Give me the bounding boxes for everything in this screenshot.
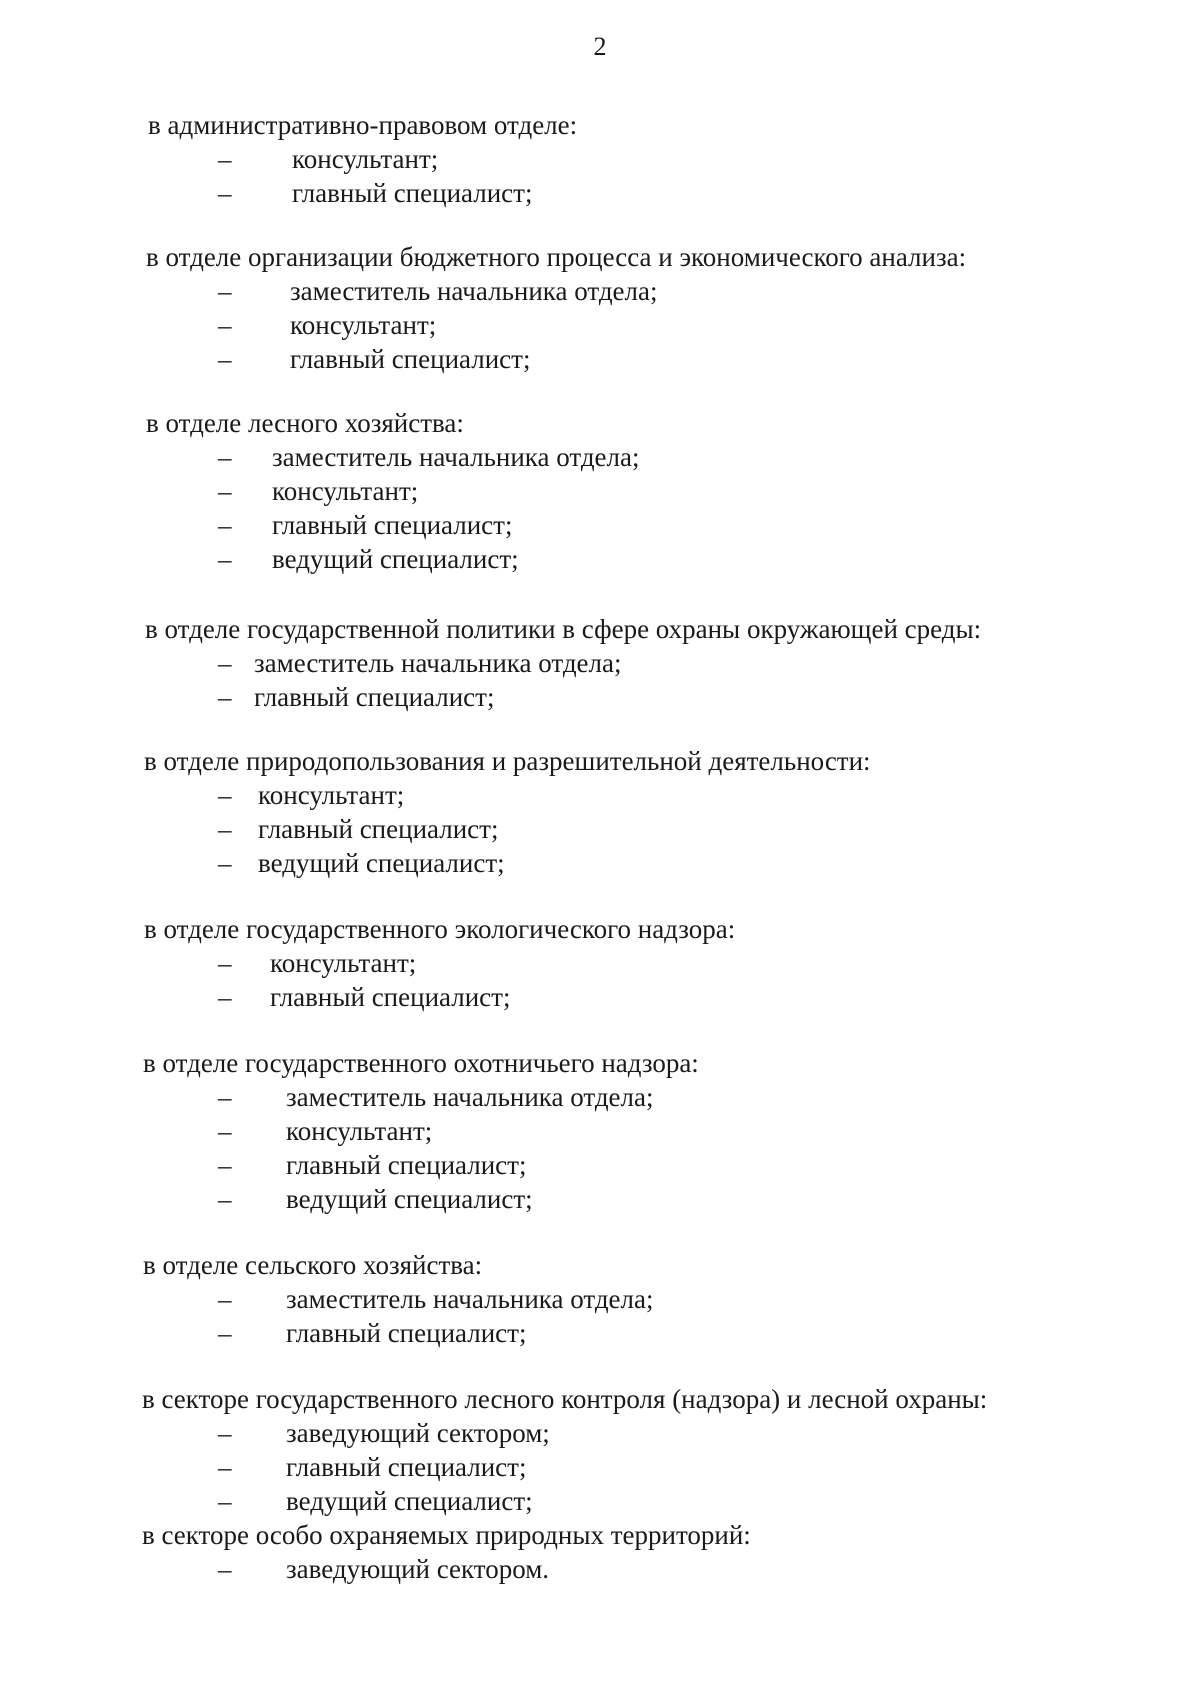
list-item: консультант;	[286, 1116, 433, 1146]
section-heading: в отделе государственного охотничьего надзора:	[143, 1048, 699, 1078]
list-dash: –	[218, 848, 232, 878]
section-heading: в отделе сельского хозяйства:	[143, 1250, 483, 1280]
section-heading: в секторе государственного лесного контроля (надзора) и лесной охраны:	[142, 1384, 988, 1414]
list-item: заместитель начальника отдела;	[254, 648, 622, 678]
list-item: консультант;	[290, 310, 437, 340]
list-item: заместитель начальника отдела;	[290, 276, 658, 306]
list-dash: –	[218, 1150, 232, 1180]
list-item: заместитель начальника отдела;	[286, 1082, 654, 1112]
list-dash: –	[218, 948, 232, 978]
list-item: ведущий специалист;	[286, 1184, 533, 1214]
list-item: консультант;	[270, 948, 417, 978]
list-dash: –	[218, 1184, 232, 1214]
list-item: ведущий специалист;	[286, 1486, 533, 1516]
section-heading: в секторе особо охраняемых природных территорий:	[142, 1520, 751, 1550]
list-dash: –	[218, 1116, 232, 1146]
list-item: консультант;	[272, 476, 419, 506]
section-heading: в отделе организации бюджетного процесса и экономического анализа:	[146, 242, 967, 272]
list-dash: –	[218, 648, 232, 678]
list-item: главный специалист;	[272, 510, 513, 540]
list-item: главный специалист;	[254, 682, 495, 712]
list-item: консультант;	[258, 780, 405, 810]
list-dash: –	[218, 1082, 232, 1112]
section-heading: в отделе государственной политики в сфере охраны окружающей среды:	[145, 614, 982, 644]
list-item: главный специалист;	[286, 1150, 527, 1180]
list-dash: –	[218, 1284, 232, 1314]
list-item: заместитель начальника отдела;	[286, 1284, 654, 1314]
list-dash: –	[218, 178, 232, 208]
section-heading: в отделе государственного экологического надзора:	[144, 914, 736, 944]
list-dash: –	[218, 544, 232, 574]
page-number: 2	[593, 32, 607, 61]
list-item: главный специалист;	[270, 982, 511, 1012]
list-dash: –	[218, 144, 232, 174]
list-dash: –	[218, 276, 232, 306]
list-dash: –	[218, 310, 232, 340]
list-item: главный специалист;	[290, 344, 531, 374]
list-item: ведущий специалист;	[272, 544, 519, 574]
list-dash: –	[218, 344, 232, 374]
list-dash: –	[218, 982, 232, 1012]
list-item: ведущий специалист;	[258, 848, 505, 878]
list-item: заместитель начальника отдела;	[272, 442, 640, 472]
list-item: заведующий сектором;	[286, 1418, 550, 1448]
list-dash: –	[218, 814, 232, 844]
list-dash: –	[218, 442, 232, 472]
section-heading: в отделе лесного хозяйства:	[146, 408, 464, 438]
list-dash: –	[218, 476, 232, 506]
list-dash: –	[218, 1418, 232, 1448]
list-dash: –	[218, 682, 232, 712]
list-item: главный специалист;	[258, 814, 499, 844]
list-dash: –	[218, 1486, 232, 1516]
list-dash: –	[218, 1452, 232, 1482]
list-dash: –	[218, 1318, 232, 1348]
section-heading: в административно-правовом отделе:	[148, 110, 578, 140]
section-heading: в отделе природопользования и разрешительной деятельности:	[144, 746, 871, 776]
list-item: консультант;	[292, 144, 439, 174]
list-item: заведующий сектором.	[286, 1554, 550, 1584]
list-dash: –	[218, 510, 232, 540]
list-item: главный специалист;	[292, 178, 533, 208]
list-dash: –	[218, 1554, 232, 1584]
list-dash: –	[218, 780, 232, 810]
list-item: главный специалист;	[286, 1318, 527, 1348]
list-item: главный специалист;	[286, 1452, 527, 1482]
